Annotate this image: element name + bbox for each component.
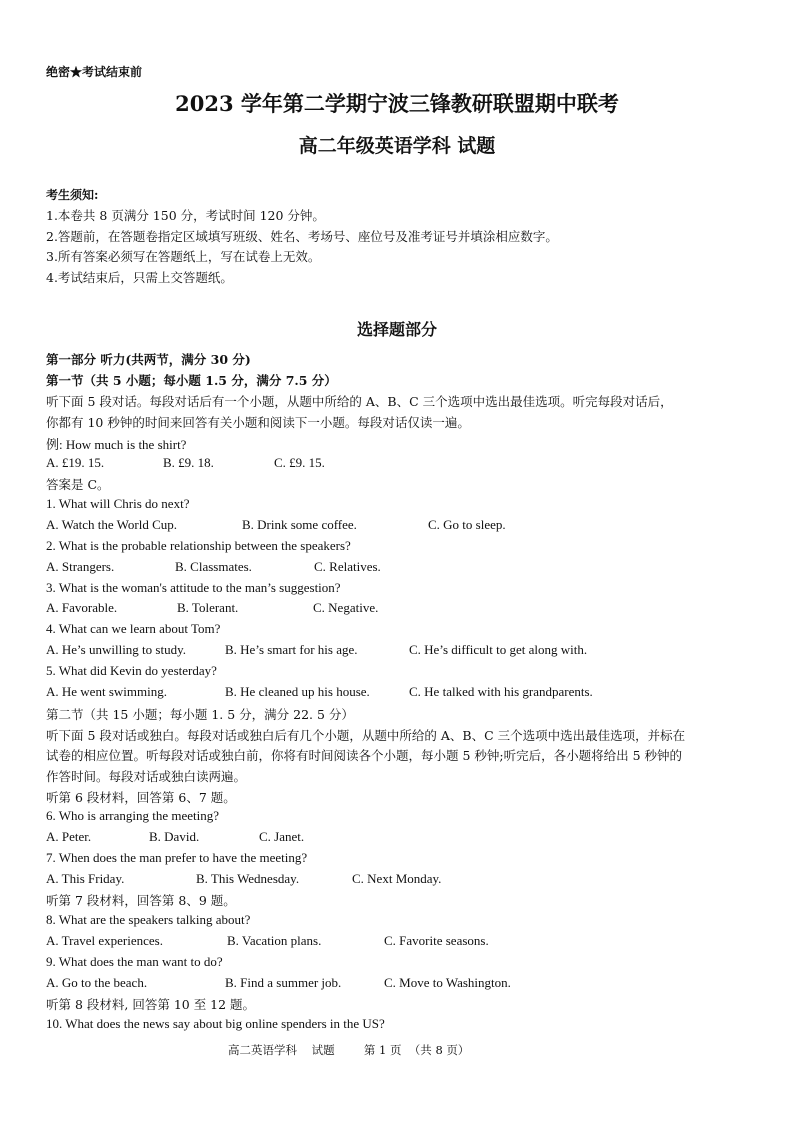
- q5-option-c: C. He talked with his grandparents.: [409, 684, 593, 699]
- exam-title: 2023 学年第二学期宁波三锋教研联盟期中联考: [175, 91, 619, 116]
- notice-item: 1.本卷共 8 页满分 150 分，考试时间 120 分钟。: [46, 208, 325, 223]
- sec1-instruction: 你都有 10 秒钟的时间来回答有关小题和阅读下一小题。每段对话仅读一遍。: [46, 415, 470, 430]
- material-7-note: 听第 7 段材料，回答第 8、9 题。: [46, 893, 236, 908]
- question-10: 10. What does the news say about big online spenders in the US?: [46, 1016, 385, 1031]
- q7-option-a: A. This Friday.: [46, 871, 125, 886]
- question-4: 4. What can we learn about Tom?: [46, 621, 221, 636]
- notice-heading: 考生须知:: [46, 188, 99, 202]
- sec2-heading: 第二节（共 15 小题；每小题 1. 5 分，满分 22. 5 分）: [46, 707, 354, 722]
- exam-subtitle: 高二年级英语学科 试题: [298, 135, 496, 157]
- material-6-note: 听第 6 段材料，回答第 6、7 题。: [46, 790, 236, 805]
- question-6: 6. Who is arranging the meeting?: [46, 808, 220, 823]
- q2-option-b: B. Classmates.: [175, 559, 252, 574]
- example-option-c: C. £9. 15.: [274, 455, 325, 470]
- q4-option-a: A. He’s unwilling to study.: [46, 642, 186, 657]
- question-8: 8. What are the speakers talking about?: [46, 912, 251, 927]
- q2-option-c: C. Relatives.: [314, 559, 381, 574]
- sec2-instruction: 试卷的相应位置。听每段对话或独白前，你将有时间阅读各个小题，每小题 5 秒钟;听完后，各小题将给出 5 秒钟的: [46, 748, 683, 763]
- q5-option-b: B. He cleaned up his house.: [225, 684, 370, 699]
- q8-option-b: B. Vacation plans.: [227, 933, 322, 948]
- notice-item: 2.答题前，在答题卷指定区域填写班级、姓名、考场号、座位号及准考证号并填涂相应数字。: [46, 229, 558, 244]
- q4-option-c: C. He’s difficult to get along with.: [409, 642, 588, 657]
- question-1: 1. What will Chris do next?: [46, 496, 190, 511]
- q6-option-c: C. Janet.: [259, 829, 305, 844]
- example-option-a: A. £19. 15.: [46, 455, 105, 470]
- q7-option-c: C. Next Monday.: [352, 871, 442, 886]
- question-2: 2. What is the probable relationship between the speakers?: [46, 538, 351, 553]
- sec2-instruction: 听下面 5 段对话或独白。每段对话或独白后有几个小题，从题中所给的 A、B、C 三个选项中选出最佳选项，并标在: [46, 728, 686, 743]
- material-8-note: 听第 8 段材料, 回答第 10 至 12 题。: [46, 997, 256, 1012]
- q1-option-b: B. Drink some coffee.: [242, 517, 357, 532]
- q3-option-c: C. Negative.: [313, 600, 379, 615]
- q7-option-b: B. This Wednesday.: [196, 871, 300, 886]
- q9-option-b: B. Find a summer job.: [225, 975, 342, 990]
- q9-option-a: A. Go to the beach.: [46, 975, 148, 990]
- example-answer: 答案是 C。: [46, 477, 110, 492]
- sec1-heading: 第一节（共 5 小题；每小题 1.5 分，满分 7.5 分）: [46, 373, 337, 388]
- section-title: 选择题部分: [356, 320, 437, 339]
- sec1-instruction: 听下面 5 段对话。每段对话后有一个小题，从题中所给的 A、B、C 三个选项中选出最佳选项。听完每段对话后，: [46, 394, 673, 409]
- question-7: 7. When does the man prefer to have the meeting?: [46, 850, 308, 865]
- notice-item: 4.考试结束后，只需上交答题纸。: [46, 270, 233, 285]
- q9-option-c: C. Move to Washington.: [384, 975, 511, 990]
- q8-option-a: A. Travel experiences.: [46, 933, 163, 948]
- page-footer: 高二英语学科 试题 第 1 页 （共 8 页）: [228, 1043, 470, 1057]
- example-option-b: B. £9. 18.: [163, 455, 214, 470]
- q3-option-a: A. Favorable.: [46, 600, 118, 615]
- q1-option-c: C. Go to sleep.: [428, 517, 506, 532]
- question-5: 5. What did Kevin do yesterday?: [46, 663, 217, 678]
- q4-option-b: B. He’s smart for his age.: [225, 642, 358, 657]
- q8-option-c: C. Favorite seasons.: [384, 933, 489, 948]
- q6-option-a: A. Peter.: [46, 829, 92, 844]
- question-3: 3. What is the woman's attitude to the man’s suggestion?: [46, 580, 341, 595]
- q3-option-b: B. Tolerant.: [177, 600, 239, 615]
- example-question: 例: How much is the shirt?: [46, 437, 187, 452]
- confidential-label: 绝密★考试结束前: [46, 65, 143, 79]
- q5-option-a: A. He went swimming.: [46, 684, 167, 699]
- q2-option-a: A. Strangers.: [46, 559, 115, 574]
- notice-item: 3.所有答案必须写在答题纸上，写在试卷上无效。: [46, 249, 321, 264]
- q1-option-a: A. Watch the World Cup.: [46, 517, 178, 532]
- sec2-instruction: 作答时间。每段对话或独白读两遍。: [46, 769, 247, 784]
- part1-heading: 第一部分 听力(共两节，满分 30 分): [46, 352, 251, 367]
- question-9: 9. What does the man want to do?: [46, 954, 223, 969]
- q6-option-b: B. David.: [149, 829, 200, 844]
